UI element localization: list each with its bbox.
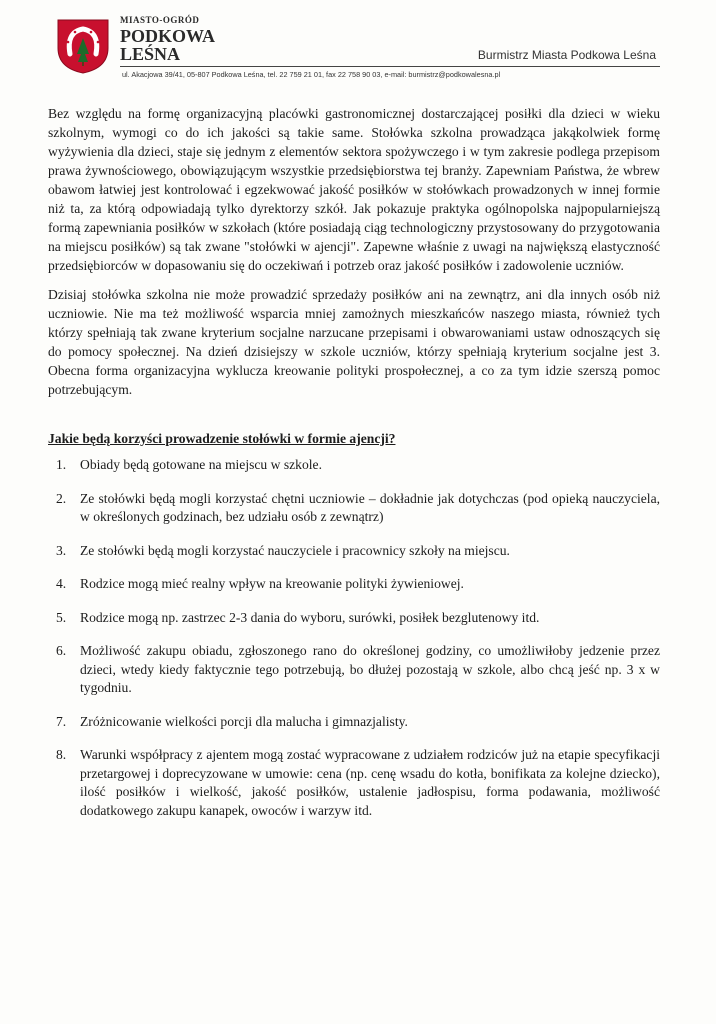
- list-item-number: 5.: [56, 609, 67, 625]
- list-item-text: Rodzice mogą np. zastrzec 2-3 dania do wyboru, surówki, posiłek bezglutenowy itd.: [80, 609, 540, 625]
- horseshoe-crest-icon: [56, 18, 110, 74]
- list-item-number: 6.: [56, 643, 67, 658]
- letterhead: [56, 14, 660, 84]
- benefits-heading: Jakie będą korzyści prowadzenie stołówki w formie ajencji?: [48, 431, 396, 446]
- paragraph-1: Bez względu na formę organizacyjną placówki gastronomicznej dostarczającej posiłki dla dzieci w wieku szkolnym, wymogi co do ich jakości są takie same. Stołówka szkolna prowadząca jakąkolwiek formę wyżywienia dla dzieci, staje się jednym z elementów sektora spożywczego i w tym zakresie podlega przepisom prawa żywnościowego, obowiązującym wszystkie przedsiębiorstwa tej branży. Zapewniam Państwa, że wbrew obawom łatwiej jest kontrolować i egzekwować jakość posiłków w stołówkach prowadzonych w innej formie niż ta, za którą odpowiadają tylko dyrektorzy szkół. Jak pokazuje praktyka ogólnopolska najpopularniejszą formą zapewniania posiłków w szkołach (które posiadają ciąg technologiczny przystosowany do przygotowania na miejscu posiłków) są tak zwane "stołówki w ajencji". Zapewne właśnie z uwagi na największą elastyczność przedsiębiorców w dopasowaniu się do oczekiwań i potrzeb oraz jakość posiłków i zadowolenie uczniów.: [48, 106, 660, 273]
- list-item: [48, 542, 660, 561]
- list-item-text: Obiady będą gotowane na miejscu w szkole.: [80, 457, 322, 472]
- list-item-text: Rodzice mogą mieć realny wpływ na kreowanie polityki żywieniowej.: [80, 576, 464, 591]
- list-item-text: Możliwość zakupu obiadu, zgłoszonego rano do określonej godziny, co umożliwiłoby jedzenie przez dzieci, wtedy kiedy faktycznie tego potrzebują, bo dłużej pozostają w szkole, albo chcą jeść np. 3 x w tygodniu.: [80, 643, 660, 695]
- list-item: [48, 456, 660, 475]
- list-item-number: 4.: [56, 576, 67, 591]
- list-item: [48, 575, 660, 594]
- list-item: [48, 713, 660, 732]
- benefits-list: [48, 456, 660, 820]
- town-name-line1: MIASTO-OGRÓD: [120, 15, 200, 25]
- list-item-text: Ze stołówki będą mogli korzystać nauczyciele i pracownicy szkoły na miejscu.: [80, 542, 510, 558]
- list-item: [48, 642, 660, 698]
- letter-body: [48, 104, 660, 835]
- header-divider: [120, 66, 660, 67]
- town-name: [120, 16, 215, 63]
- list-item-text: Warunki współpracy z ajentem mogą zostać wypracowane z udziałem rodziców już na etapie specyfikacji przetargowej i doprecyzowane w umowie: cena (np. cenę wsadu do kotła, bonifikata za kolejne dziecko), ilość posiłków i wielkość, jakość posiłków, ustalenie jadłospisu, forma podawania, możliwość dodatkowego zakupu kanapek, owoców i warzyw itd.: [80, 747, 660, 818]
- town-name-line3: LEŚNA: [120, 44, 181, 64]
- list-item-number: 8.: [56, 747, 67, 762]
- contact-line: ul. Akacjowa 39/41, 05-807 Podkowa Leśna, tel. 22 759 21 01, fax 22 758 90 03, e-mail: burmistrz@podkowalesna.pl: [122, 70, 501, 79]
- list-item: [48, 746, 660, 820]
- list-item: [48, 490, 660, 527]
- office-title: Burmistrz Miasta Podkowa Leśna: [477, 48, 656, 62]
- list-item-number: 1.: [56, 457, 67, 472]
- list-item-number: 2.: [56, 490, 67, 506]
- list-item-text: Zróżnicowanie wielkości porcji dla malucha i gimnazjalisty.: [80, 713, 408, 729]
- town-name-line2: PODKOWA: [120, 26, 216, 46]
- list-item: [48, 609, 660, 628]
- list-item-text: Ze stołówki będą mogli korzystać chętni uczniowie – dokładnie jak dotychczas (pod opieką nauczyciela, w określonych godzinach, bez udziału osób z zewnątrz): [80, 490, 660, 524]
- list-item-number: 3.: [56, 542, 67, 558]
- list-item-number: 7.: [56, 713, 67, 729]
- paragraph-2: Dzisiaj stołówka szkolna nie może prowadzić sprzedaży posiłków ani na zewnątrz, ani dla innych osób niż uczniowie. Nie ma też możliwość wsparcia mniej zamożnych mieszkańców naszego miasta, również tych którzy spełniają tak zwane kryterium socjalne narzucane przepisami i obwarowaniami ustaw odnoszących się do pomocy społecznej. Na dzień dzisiejszy w szkole uczniów, którzy spełniają kryterium socjalne jest 3. Obecna forma organizacyjna wyklucza kreowanie polityki prospołecznej, a co za tym idzie szerszą pomoc potrzebującym.: [48, 287, 660, 397]
